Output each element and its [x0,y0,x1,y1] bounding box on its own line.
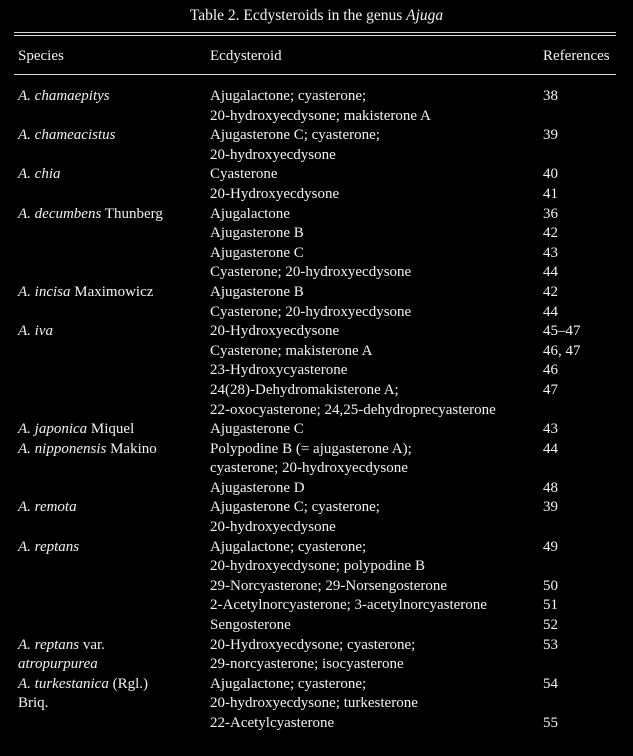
top-rule [14,32,616,33]
reference-cell: 41 [543,185,558,202]
table-row [0,596,633,616]
header-references: References [543,48,610,64]
species-name: A. iva [18,323,53,340]
ecdysteroid-cell: 20-Hydroxyecdysone; cyasterone; [210,636,416,653]
reference-cell: 43 [543,421,558,438]
ecdysteroid-cell: Cyasterone; makisterone A [210,342,373,359]
title-prefix: Table 2. Ecdysteroids in the genus [189,7,407,24]
table-row [0,146,633,166]
table-row [0,224,633,244]
species-authority: Makino [106,440,157,457]
table-row [0,342,633,362]
ecdysteroid-cell: Ajugalactone; cyasterone; [210,538,367,555]
table-row [0,381,633,401]
ecdysteroid-cell: Polypodine B (= ajugasterone A); [210,440,412,457]
reference-cell: 40 [543,166,558,183]
species-name: A. japonica [18,421,88,438]
species-name: A. nipponensis [18,440,107,457]
reference-cell: 55 [543,715,558,731]
reference-cell: 46 [543,362,558,379]
ecdysteroid-cell: Ajugasterone C; cyasterone; [210,499,380,516]
species-name: A. incisa [18,283,71,300]
reference-cell: 36 [543,205,558,222]
reference-cell: 39 [543,499,558,516]
ecdysteroid-cell: 20-hydroxyecdysone; turkesterone [210,695,418,712]
table-row [0,283,633,303]
species-cell [18,165,61,185]
species-cell [18,498,77,518]
species-cell [18,205,163,225]
ecdysteroid-cell: 23-Hydroxycyasterone [210,362,348,379]
ecdysteroid-cell: 22-oxocyasterone; 24,25-dehydroprecyasterone [210,401,496,418]
ecdysteroid-cell: 20-hydroxyecdysone [210,519,336,536]
reference-cell: 54 [543,675,558,692]
ecdysteroid-cell: 24(28)-Dehydromakisterone A; [210,381,399,398]
reference-cell: 39 [543,127,558,144]
ecdysteroid-cell: Ajugalactone [210,205,290,222]
table-row [0,577,633,597]
ecdysteroid-cell: Ajugasterone C [210,244,304,261]
title-genus: Ajuga [406,7,444,24]
table-row [0,244,633,264]
reference-cell: 42 [543,225,558,242]
ecdysteroid-cell: 20-hydroxyecdysone [210,146,336,163]
table-row [0,401,633,421]
species-cell [18,675,148,695]
table-row [0,126,633,146]
ecdysteroid-cell: 20-Hydroxyecdysone [210,323,340,340]
ecdysteroid-cell: Cyasterone; 20-hydroxyecdysone [210,303,412,320]
table-row [0,165,633,185]
species-name: A. turkestanica [18,675,109,692]
table-row [0,361,633,381]
table-row [0,263,633,283]
table-row [0,557,633,577]
table-row [0,636,633,656]
species-cell [18,440,157,460]
table-row [0,694,633,714]
species-cell [18,655,98,675]
ecdysteroid-cell: Ajugalactone; cyasterone; [210,675,367,692]
species-authority: Miquel [87,421,135,438]
table-row [0,714,633,734]
table-row [0,440,633,460]
reference-cell: 47 [543,381,558,398]
table-row [0,459,633,479]
species-cell [18,283,153,303]
reference-cell: 53 [543,636,558,653]
species-authority: Maximowicz [70,283,154,300]
ecdysteroid-cell: 20-Hydroxyecdysone [210,185,340,202]
reference-cell: 44 [543,303,558,320]
reference-cell: 51 [543,597,558,614]
table-row [0,616,633,636]
ecdysteroid-cell: Cyasterone; 20-hydroxyecdysone [210,264,412,281]
table-row [0,420,633,440]
ecdysteroid-cell: Ajugasterone D [210,479,305,496]
species-cell [18,126,115,146]
header-rule [14,74,616,75]
table-row [0,185,633,205]
species-authority: var. [79,636,105,653]
header-ecdysteroid: Ecdysteroid [210,48,282,64]
ecdysteroid-cell: Ajugasterone B [210,283,304,300]
reference-cell: 44 [543,440,558,457]
ecdysteroid-cell: Cyasterone [210,166,278,183]
table-row [0,107,633,127]
ecdysteroid-cell: 2-Acetylnorcyasterone; 3-acetylnorcyasterone [210,597,487,614]
table-row [0,655,633,675]
ecdysteroid-cell: 20-hydroxyecdysone; makisterone A [210,107,431,124]
reference-cell: 38 [543,88,558,104]
reference-cell: 48 [543,479,558,496]
species-authority: Briq. [18,695,49,712]
table-row [0,675,633,695]
header-species: Species [18,48,64,64]
species-name: A. reptans [18,636,80,653]
ecdysteroid-cell: Ajugasterone C [210,421,304,438]
table-row [0,479,633,499]
species-authority: (Rgl.) [108,675,148,692]
top-rule-double [14,35,616,36]
species-name: A. chia [18,166,61,183]
species-name: A. chameacistus [18,127,116,144]
species-cell [18,694,48,714]
table-row [0,303,633,323]
species-cell [18,322,53,342]
species-cell [18,420,134,440]
reference-cell: 42 [543,283,558,300]
table-row [0,518,633,538]
reference-cell: 50 [543,577,558,594]
reference-cell: 52 [543,617,558,634]
species-name: A. remota [18,499,77,516]
species-name: atropurpurea [18,656,98,673]
species-name: A. decumbens [18,205,102,222]
table-body [0,87,633,734]
reference-cell: 46, 47 [543,342,581,359]
species-name: A. chamaepitys [18,88,110,104]
species-name: A. reptans [18,538,80,555]
species-authority: Thunberg [101,205,163,222]
table-row [0,87,633,107]
ecdysteroid-cell: cyasterone; 20-hydroxyecdysone [210,460,408,477]
reference-cell: 44 [543,264,558,281]
table-row [0,538,633,558]
ecdysteroid-cell: 29-Norcyasterone; 29-Norsengosterone [210,577,448,594]
ecdysteroid-cell: 22-Acetylcyasterone [210,715,335,731]
ecdysteroid-cell: Ajugasterone C; cyasterone; [210,127,380,144]
table-row [0,498,633,518]
ecdysteroid-cell: Ajugasterone B [210,225,304,242]
ecdysteroid-cell: 20-hydroxyecdysone; polypodine B [210,558,425,575]
reference-cell: 43 [543,244,558,261]
ecdysteroid-cell: 29-norcyasterone; isocyasterone [210,656,404,673]
table-title [0,6,633,26]
ecdysteroid-cell: Ajugalactone; cyasterone; [210,88,367,104]
species-cell [18,538,79,558]
table-row [0,322,633,342]
species-cell [18,636,105,656]
species-cell [18,87,110,107]
reference-cell: 45–47 [543,323,581,340]
reference-cell: 49 [543,538,558,555]
table-row [0,205,633,225]
ecdysteroid-cell: Sengosterone [210,617,291,634]
